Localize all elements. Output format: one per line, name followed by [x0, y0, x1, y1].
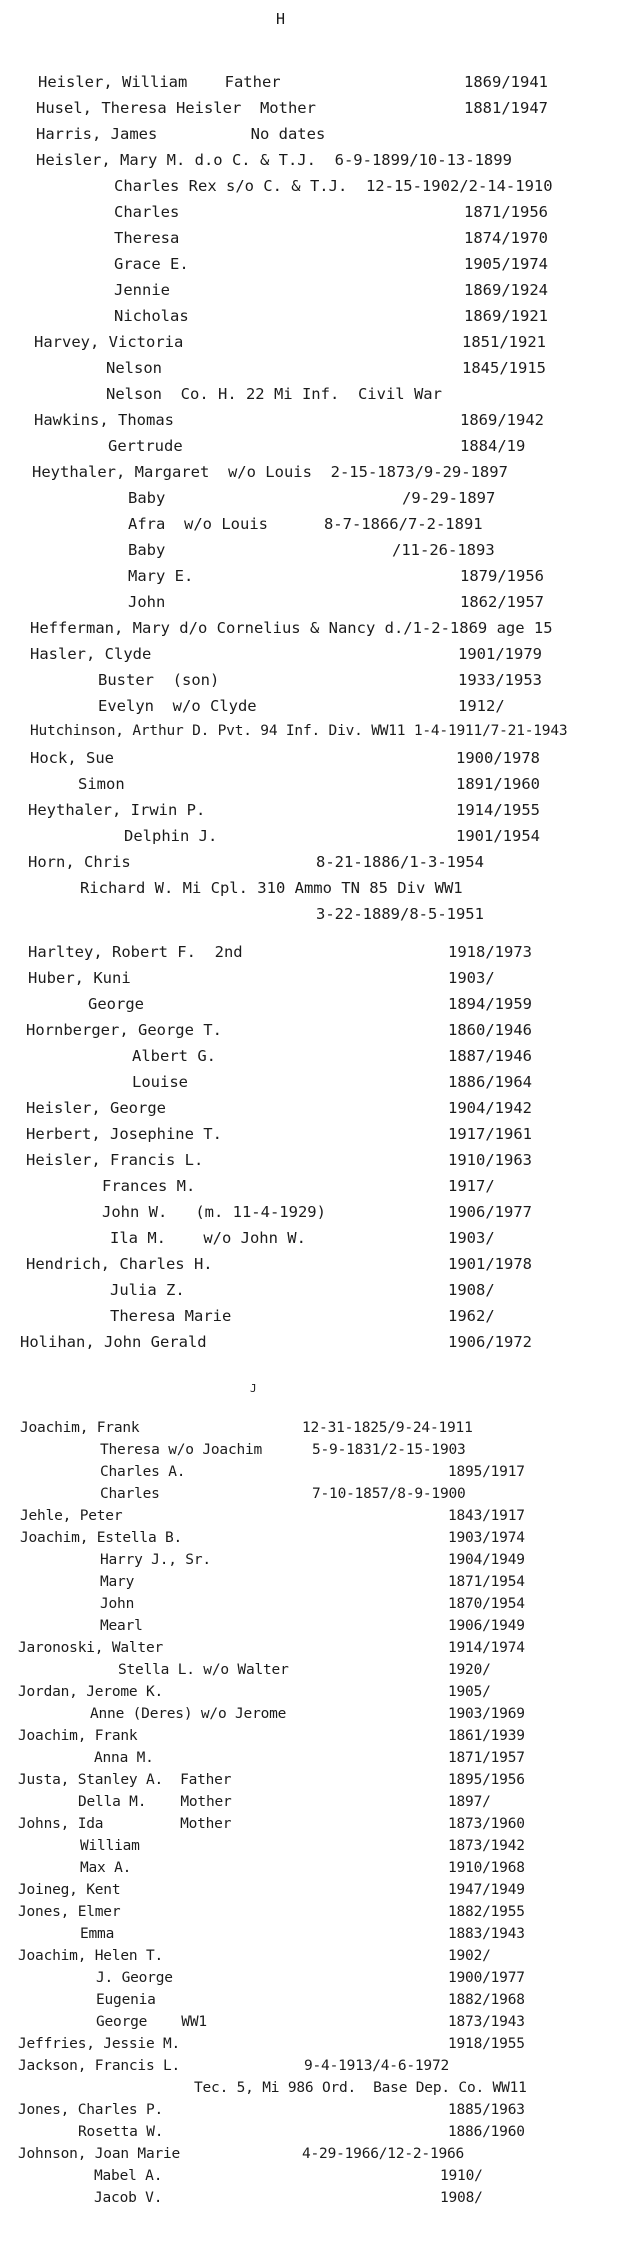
entry-dates: 1906/1972 — [448, 1333, 532, 1351]
list-item — [0, 515, 625, 541]
list-item — [0, 801, 625, 827]
entry-name: Theresa — [114, 229, 180, 247]
entry-dates: /9-29-1897 — [402, 489, 496, 507]
entry-name: Theresa w/o Joachim — [100, 1442, 263, 1458]
entry-name: Emma — [80, 1926, 115, 1942]
list-item — [0, 1125, 625, 1151]
list-item — [0, 749, 625, 775]
entry-dates: 1885/1963 — [448, 2102, 525, 2118]
entry-name: John — [100, 1596, 135, 1612]
list-item — [0, 1021, 625, 1047]
list-item — [0, 645, 625, 671]
entry-name: Nicholas — [114, 307, 189, 325]
list-item — [0, 177, 625, 203]
entry-dates: 1917/1961 — [448, 1125, 532, 1143]
entry-dates: 1905/1974 — [464, 255, 548, 273]
entry-dates: 4-29-1966/12-2-1966 — [302, 2146, 465, 2162]
entry-name: Theresa Marie — [110, 1307, 232, 1325]
entry-dates: 1933/1953 — [458, 671, 542, 689]
list-item — [0, 943, 625, 969]
entry-dates: 1914/1974 — [448, 1640, 525, 1656]
entry-name: Charles — [114, 203, 180, 221]
entry-dates: 1903/ — [448, 969, 495, 987]
entry-dates: 7-10-1857/8-9-1900 — [312, 1486, 466, 1502]
entry-name: Joachim, Helen T. — [18, 1948, 164, 1964]
entry-name: Anna M. — [94, 1750, 154, 1766]
entry-name: Mearl — [100, 1618, 143, 1634]
list-item — [0, 359, 625, 385]
entry-name: Hornberger, George T. — [26, 1021, 222, 1039]
entry-dates: 1908/ — [440, 2190, 483, 2206]
entry-name: John — [128, 593, 166, 611]
list-item — [0, 229, 625, 255]
entry-dates: 1905/ — [448, 1684, 491, 1700]
entry-name: Jackson, Francis L. — [18, 2058, 181, 2074]
list-item — [0, 905, 625, 931]
entry-dates: 1917/ — [448, 1177, 495, 1195]
list-item — [0, 255, 625, 281]
entry-dates: 1860/1946 — [448, 1021, 532, 1039]
entry-dates: 1886/1960 — [448, 2124, 525, 2140]
list-item — [0, 151, 625, 177]
entry-dates: 1910/1963 — [448, 1151, 532, 1169]
entry-dates: 1882/1955 — [448, 1904, 525, 1920]
section-header-h: H — [276, 10, 286, 28]
entry-dates: 1903/1969 — [448, 1706, 525, 1722]
list-item — [0, 1073, 625, 1099]
entry-name: Heythaler, Irwin P. — [28, 801, 206, 819]
entry-dates: 1920/ — [448, 1662, 491, 1678]
entry-name: William — [80, 1838, 140, 1854]
entry-name: Johnson, Joan Marie — [18, 2146, 181, 2162]
entry-name: George — [88, 995, 144, 1013]
list-item — [0, 541, 625, 567]
entry-name: Heisler, Mary M. d.o C. & T.J. 6-9-1899/10-13-1899 — [36, 151, 512, 169]
entry-name: Charles A. — [100, 1464, 186, 1480]
entry-name: Huber, Kuni — [28, 969, 131, 987]
entry-dates: 1882/1968 — [448, 1992, 525, 2008]
list-item — [0, 437, 625, 463]
entry-name: J. George — [96, 1970, 173, 1986]
entry-dates: 1904/1942 — [448, 1099, 532, 1117]
entry-name: Heisler, Francis L. — [26, 1151, 204, 1169]
list-item — [0, 775, 625, 801]
entry-dates: 1873/1943 — [448, 2014, 525, 2030]
entry-name: Afra w/o Louis 8-7-1866/7-2-1891 — [128, 515, 483, 533]
entry-name: Jones, Elmer — [18, 1904, 121, 1920]
entry-name: Ila M. w/o John W. — [110, 1229, 306, 1247]
entry-dates: 1897/ — [448, 1794, 491, 1810]
entry-name: Nelson Co. H. 22 Mi Inf. Civil War — [106, 385, 442, 403]
list-item — [0, 723, 625, 749]
entry-dates: 1869/1942 — [460, 411, 544, 429]
entry-dates: 3-22-1889/8-5-1951 — [316, 905, 484, 923]
list-item — [0, 307, 625, 333]
list-item — [0, 853, 625, 879]
entry-name: Frances M. — [102, 1177, 196, 1195]
entry-name: Julia Z. — [110, 1281, 185, 1299]
entry-name: Jacob V. — [94, 2190, 163, 2206]
entry-dates: 1843/1917 — [448, 1508, 525, 1524]
entry-dates: 1891/1960 — [456, 775, 540, 793]
entry-name: Joachim, Frank — [18, 1728, 138, 1744]
list-item — [0, 281, 625, 307]
entry-name: Heythaler, Margaret w/o Louis 2-15-1873/9-29-1897 — [32, 463, 508, 481]
list-item — [0, 697, 625, 723]
list-item — [0, 827, 625, 853]
entry-dates: 1902/ — [448, 1948, 491, 1964]
entry-name: Harris, James No dates — [36, 125, 326, 143]
entry-name: Evelyn w/o Clyde — [98, 697, 257, 715]
entry-name: Albert G. — [132, 1047, 216, 1065]
entry-dates: 1910/1968 — [448, 1860, 525, 1876]
entry-dates: 1887/1946 — [448, 1047, 532, 1065]
entry-name: Charles — [100, 1486, 160, 1502]
entry-dates: 1918/1955 — [448, 2036, 525, 2052]
entry-name: Herbert, Josephine T. — [26, 1125, 222, 1143]
entry-name: Baby — [128, 541, 166, 559]
entry-dates: /11-26-1893 — [392, 541, 495, 559]
entry-name: Rosetta W. — [78, 2124, 164, 2140]
list-item — [0, 1333, 625, 1359]
list-item — [0, 2190, 625, 2216]
entry-name: Heisler, George — [26, 1099, 166, 1117]
entry-name: Eugenia — [96, 1992, 156, 2008]
entry-name: Max A. — [80, 1860, 132, 1876]
list-item — [0, 1099, 625, 1125]
entry-name: Jaronoski, Walter — [18, 1640, 164, 1656]
entry-name: Jennie — [114, 281, 170, 299]
entry-name: Johns, Ida Mother — [18, 1816, 232, 1832]
entry-name: Anne (Deres) w/o Jerome — [90, 1706, 287, 1722]
entry-dates: 1901/1954 — [456, 827, 540, 845]
entry-name: Buster (son) — [98, 671, 220, 689]
entry-dates: 1895/1956 — [448, 1772, 525, 1788]
entry-dates: 1903/ — [448, 1229, 495, 1247]
entry-name: Jordan, Jerome K. — [18, 1684, 164, 1700]
entry-dates: 1870/1954 — [448, 1596, 525, 1612]
entry-name: Jehle, Peter — [20, 1508, 123, 1524]
list-item — [0, 411, 625, 437]
entry-dates: 1884/19 — [460, 437, 526, 455]
entry-name: Hutchinson, Arthur D. Pvt. 94 Inf. Div. WW11 1-4-1911/7-21-1943 — [30, 723, 568, 739]
list-item — [0, 969, 625, 995]
list-item — [0, 125, 625, 151]
entry-name: Baby — [128, 489, 166, 507]
list-item — [0, 1255, 625, 1281]
entry-dates: 1901/1979 — [458, 645, 542, 663]
entry-name: Horn, Chris — [28, 853, 131, 871]
entry-name: Hasler, Clyde — [30, 645, 152, 663]
entry-name: Stella L. w/o Walter — [118, 1662, 289, 1678]
entry-dates: 1901/1978 — [448, 1255, 532, 1273]
entry-dates: 1861/1939 — [448, 1728, 525, 1744]
entry-name: Charles Rex s/o C. & T.J. 12-15-1902/2-14-1910 — [114, 177, 553, 195]
list-item — [0, 1307, 625, 1333]
entry-dates: 1962/ — [448, 1307, 495, 1325]
entry-dates: 1862/1957 — [460, 593, 544, 611]
list-item — [0, 1151, 625, 1177]
entry-dates: 1883/1943 — [448, 1926, 525, 1942]
entry-name: Hendrich, Charles H. — [26, 1255, 213, 1273]
list-item — [0, 1047, 625, 1073]
list-item — [0, 333, 625, 359]
entry-name: Joachim, Estella B. — [20, 1530, 183, 1546]
list-item — [0, 73, 625, 99]
entry-name: Jeffries, Jessie M. — [18, 2036, 181, 2052]
entry-dates: 1881/1947 — [464, 99, 548, 117]
list-item — [0, 1229, 625, 1255]
entry-dates: 1869/1924 — [464, 281, 548, 299]
entry-name: Joineg, Kent — [18, 1882, 121, 1898]
entry-name: Hawkins, Thomas — [34, 411, 174, 429]
entry-name: Della M. Mother — [78, 1794, 232, 1810]
entry-dates: 1873/1960 — [448, 1816, 525, 1832]
entry-name: Simon — [78, 775, 125, 793]
entry-name: Richard W. Mi Cpl. 310 Ammo TN 85 Div WW1 — [80, 879, 463, 897]
entry-name: Harry J., Sr. — [100, 1552, 211, 1568]
entry-dates: 1894/1959 — [448, 995, 532, 1013]
entry-dates: 1869/1921 — [464, 307, 548, 325]
entry-dates: 1851/1921 — [462, 333, 546, 351]
entry-name: Mary E. — [128, 567, 194, 585]
entry-dates: 1900/1977 — [448, 1970, 525, 1986]
entry-name: Gertrude — [108, 437, 183, 455]
entry-name: Grace E. — [114, 255, 189, 273]
entry-dates: 1871/1956 — [464, 203, 548, 221]
list-item — [0, 99, 625, 125]
entry-dates: 9-4-1913/4-6-1972 — [304, 2058, 450, 2074]
entry-dates: 1903/1974 — [448, 1530, 525, 1546]
list-item — [0, 463, 625, 489]
list-item — [0, 1203, 625, 1229]
entry-dates: 1886/1964 — [448, 1073, 532, 1091]
entry-dates: 1906/1977 — [448, 1203, 532, 1221]
list-item — [0, 619, 625, 645]
entry-dates: 1871/1954 — [448, 1574, 525, 1590]
list-item — [0, 593, 625, 619]
entry-dates: 1895/1917 — [448, 1464, 525, 1480]
entry-name: Heisler, William Father — [38, 73, 281, 91]
entry-name: Hefferman, Mary d/o Cornelius & Nancy d./1-2-1869 age 15 — [30, 619, 553, 637]
entry-name: Delphin J. — [124, 827, 218, 845]
entry-dates: 1873/1942 — [448, 1838, 525, 1854]
entry-dates: 1918/1973 — [448, 943, 532, 961]
entry-name: Holihan, John Gerald — [20, 1333, 207, 1351]
entry-name: Justa, Stanley A. Father — [18, 1772, 232, 1788]
entry-name: George WW1 — [96, 2014, 207, 2030]
entry-name: Mary — [100, 1574, 135, 1590]
entry-dates: 5-9-1831/2-15-1903 — [312, 1442, 466, 1458]
entry-dates: 1904/1949 — [448, 1552, 525, 1568]
entry-dates: 8-21-1886/1-3-1954 — [316, 853, 484, 871]
entry-name: Jones, Charles P. — [18, 2102, 164, 2118]
entry-dates: 1908/ — [448, 1281, 495, 1299]
list-item — [0, 879, 625, 905]
entry-dates: 1874/1970 — [464, 229, 548, 247]
list-item — [0, 995, 625, 1021]
entry-name: John W. (m. 11-4-1929) — [102, 1203, 326, 1221]
entry-dates: 12-31-1825/9-24-1911 — [302, 1420, 473, 1436]
entry-name: Harltey, Robert F. 2nd — [28, 943, 243, 961]
list-item — [0, 385, 625, 411]
entry-dates: 1914/1955 — [456, 801, 540, 819]
entry-dates: 1871/1957 — [448, 1750, 525, 1766]
list-item — [0, 489, 625, 515]
entry-name: Louise — [132, 1073, 188, 1091]
entry-dates: 1910/ — [440, 2168, 483, 2184]
list-item — [0, 671, 625, 697]
entry-dates: 1845/1915 — [462, 359, 546, 377]
entry-name: Harvey, Victoria — [34, 333, 184, 351]
entry-name: Mabel A. — [94, 2168, 163, 2184]
entry-name: Nelson — [106, 359, 162, 377]
entry-dates: 1879/1956 — [460, 567, 544, 585]
entry-name: Joachim, Frank — [20, 1420, 140, 1436]
entry-name: Tec. 5, Mi 986 Ord. Base Dep. Co. WW11 — [194, 2080, 527, 2096]
entry-name: Hock, Sue — [30, 749, 114, 767]
entry-dates: 1906/1949 — [448, 1618, 525, 1634]
section-header-j: J — [250, 1382, 257, 1395]
list-item — [0, 203, 625, 229]
list-item — [0, 1281, 625, 1307]
entry-dates: 1912/ — [458, 697, 505, 715]
entry-name: Husel, Theresa Heisler Mother — [36, 99, 316, 117]
entry-dates: 1869/1941 — [464, 73, 548, 91]
entry-dates: 1900/1978 — [456, 749, 540, 767]
list-item — [0, 567, 625, 593]
list-item — [0, 1177, 625, 1203]
entry-dates: 1947/1949 — [448, 1882, 525, 1898]
